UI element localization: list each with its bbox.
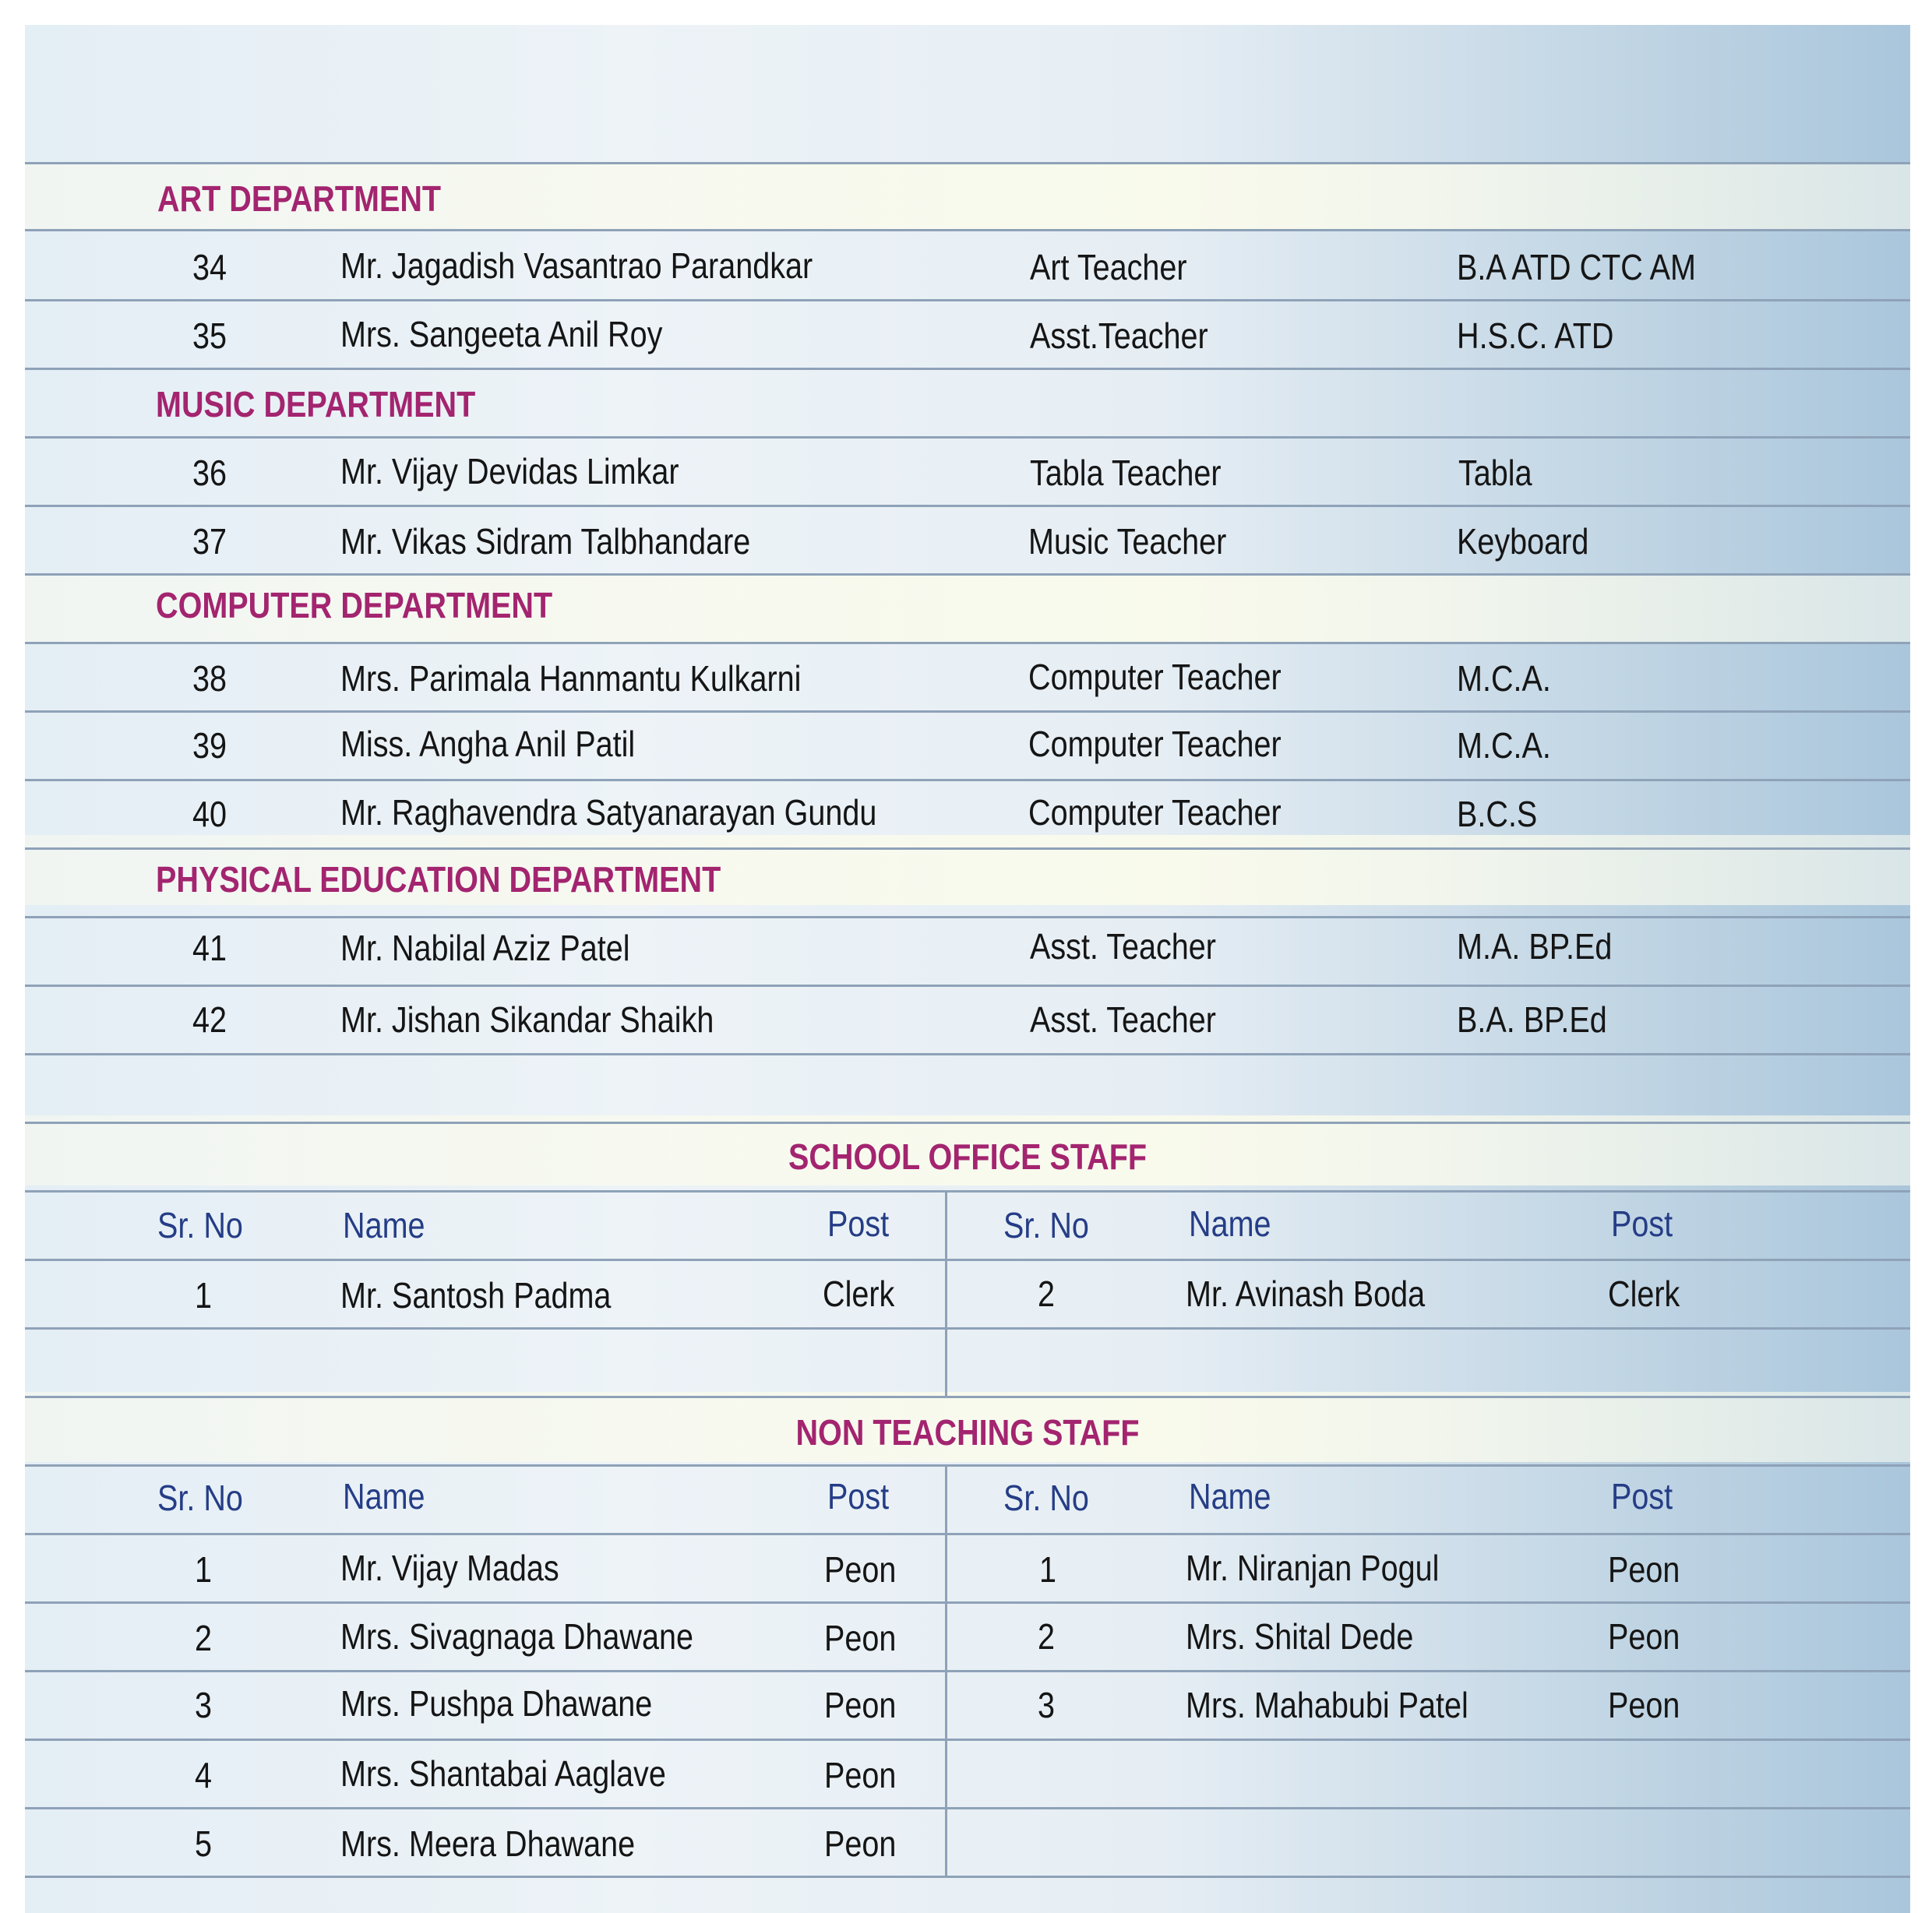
row-post: Asst.Teacher [1030, 315, 1208, 356]
row-post: Peon [824, 1823, 897, 1864]
row-post: Clerk [1608, 1274, 1680, 1314]
table-rule [25, 985, 1910, 987]
row-sr-no: 4 [195, 1755, 213, 1795]
row-qualification: B.C.S [1457, 794, 1538, 834]
table-rule [25, 162, 1910, 164]
row-sr-no: 41 [192, 928, 227, 968]
row-qualification: Tabla [1458, 453, 1532, 493]
row-name: Miss. Angha Anil Patil [340, 724, 636, 764]
sr-no-header: Sr. No [1003, 1478, 1089, 1518]
department-heading: MUSIC DEPARTMENT [156, 384, 476, 425]
row-name: Mr. Jagadish Vasantrao Parandkar [340, 245, 813, 286]
post-header: Post [827, 1203, 890, 1244]
row-name: Mrs. Mahabubi Patel [1186, 1685, 1468, 1725]
sr-no-header: Sr. No [157, 1478, 243, 1518]
table-rule [25, 505, 1910, 507]
table-rule [25, 436, 1910, 439]
row-qualification: B.A. BP.Ed [1457, 999, 1607, 1040]
row-name: Mrs. Shantabai Aaglave [340, 1753, 666, 1794]
row-post: Peon [824, 1685, 897, 1725]
row-sr-no: 2 [195, 1618, 213, 1658]
row-post: Art Teacher [1030, 247, 1187, 287]
table-rule [25, 1122, 1910, 1124]
sr-no-header: Sr. No [157, 1205, 243, 1245]
row-sr-no: 36 [192, 453, 227, 493]
row-sr-no: 5 [195, 1823, 213, 1864]
row-sr-no: 1 [195, 1275, 213, 1316]
table-rule [25, 368, 1910, 370]
table-rule [25, 1807, 1910, 1809]
row-name: Mr. Nabilal Aziz Patel [340, 928, 630, 968]
row-post: Peon [1608, 1685, 1680, 1725]
name-header: Name [343, 1476, 425, 1517]
row-name: Mrs. Parimala Hanmantu Kulkarni [340, 658, 802, 699]
row-sr-no: 3 [195, 1685, 213, 1725]
row-post: Asst. Teacher [1030, 926, 1216, 967]
name-header: Name [343, 1205, 425, 1245]
row-name: Mr. Avinash Boda [1186, 1274, 1426, 1314]
row-sr-no: 37 [192, 521, 227, 562]
table-rule [25, 229, 1910, 231]
row-name: Mrs. Meera Dhawane [340, 1823, 636, 1864]
row-name: Mrs. Sivagnaga Dhawane [340, 1616, 693, 1657]
table-rule [25, 1190, 1910, 1193]
row-qualification: B.A ATD CTC AM [1457, 247, 1697, 287]
staff-list-page [25, 25, 1910, 1913]
row-post: Clerk [823, 1274, 895, 1314]
table-rule [25, 1533, 1910, 1535]
table-rule [25, 1396, 1910, 1398]
row-sr-no: 34 [192, 247, 227, 287]
non-teaching-column-divider [945, 1464, 947, 1876]
table-rule [25, 1327, 1910, 1330]
table-rule [25, 1601, 1910, 1604]
row-post: Music Teacher [1028, 521, 1227, 562]
row-name: Mr. Vijay Devidas Limkar [340, 451, 679, 491]
table-rule [25, 916, 1910, 918]
row-post: Asst. Teacher [1030, 999, 1216, 1040]
row-post: Peon [824, 1549, 897, 1590]
office-staff-title: SCHOOL OFFICE STAFF [788, 1136, 1148, 1177]
row-qualification: H.S.C. ATD [1457, 315, 1614, 356]
row-name: Mrs. Pushpa Dhawane [340, 1683, 653, 1724]
office-column-divider [945, 1190, 947, 1396]
table-rule [25, 1053, 1910, 1055]
non-teaching-staff-title: NON TEACHING STAFF [795, 1412, 1140, 1453]
name-header: Name [1189, 1203, 1271, 1244]
row-name: Mr. Jishan Sikandar Shaikh [340, 999, 714, 1040]
name-header: Name [1189, 1476, 1271, 1517]
row-sr-no: 1 [195, 1549, 213, 1590]
table-rule [25, 642, 1910, 644]
row-post: Computer Teacher [1028, 657, 1282, 697]
table-rule [25, 1876, 1910, 1878]
row-sr-no: 38 [192, 658, 227, 699]
row-sr-no: 2 [1038, 1616, 1056, 1657]
row-sr-no: 42 [192, 999, 227, 1040]
row-sr-no: 40 [192, 794, 227, 834]
row-name: Mrs. Shital Dede [1186, 1616, 1414, 1657]
row-sr-no: 2 [1038, 1274, 1056, 1314]
department-heading: COMPUTER DEPARTMENT [156, 585, 553, 625]
table-rule [25, 1464, 1910, 1467]
row-post: Peon [824, 1755, 897, 1795]
row-post: Computer Teacher [1028, 792, 1282, 833]
row-post: Computer Teacher [1028, 724, 1282, 764]
row-post: Peon [824, 1618, 897, 1658]
table-rule [25, 1259, 1910, 1261]
row-post: Tabla Teacher [1030, 453, 1222, 493]
table-rule [25, 847, 1910, 850]
department-heading: PHYSICAL EDUCATION DEPARTMENT [156, 859, 721, 900]
table-rule [25, 779, 1910, 781]
row-name: Mrs. Sangeeta Anil Roy [340, 314, 663, 354]
table-rule [25, 1670, 1910, 1672]
row-sr-no: 35 [192, 315, 227, 356]
row-sr-no: 3 [1038, 1685, 1056, 1725]
row-name: Mr. Niranjan Pogul [1186, 1548, 1440, 1588]
row-sr-no: 1 [1039, 1549, 1057, 1590]
row-qualification: M.C.A. [1457, 725, 1551, 766]
post-header: Post [1611, 1476, 1673, 1517]
row-name: Mr. Santosh Padma [340, 1275, 612, 1316]
table-rule [25, 573, 1910, 576]
table-rule [25, 1739, 1910, 1741]
table-rule [25, 299, 1910, 301]
row-post: Peon [1608, 1549, 1680, 1590]
row-name: Mr. Raghavendra Satyanarayan Gundu [340, 792, 877, 833]
row-post: Peon [1608, 1616, 1680, 1657]
post-header: Post [1611, 1203, 1673, 1244]
row-qualification: M.C.A. [1457, 658, 1551, 699]
row-sr-no: 39 [192, 725, 227, 766]
row-name: Mr. Vijay Madas [340, 1548, 559, 1588]
row-qualification: Keyboard [1457, 521, 1589, 562]
department-heading: ART DEPARTMENT [157, 178, 442, 219]
row-name: Mr. Vikas Sidram Talbhandare [340, 521, 751, 562]
table-rule [25, 710, 1910, 713]
row-qualification: M.A. BP.Ed [1457, 926, 1613, 967]
post-header: Post [827, 1476, 890, 1517]
sr-no-header: Sr. No [1003, 1205, 1089, 1245]
